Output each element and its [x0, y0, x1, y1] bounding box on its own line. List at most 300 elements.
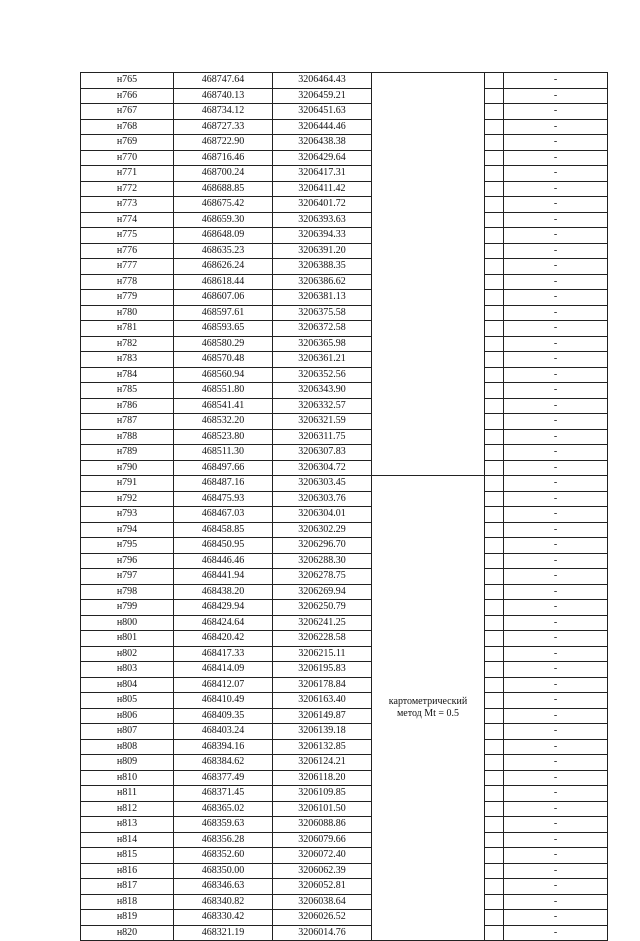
- y-coordinate-cell: 3206332.57: [273, 398, 372, 414]
- gap-cell: [485, 336, 504, 352]
- y-coordinate-cell: 3206303.76: [273, 491, 372, 507]
- point-id-cell: н780: [81, 305, 174, 321]
- point-id-cell: н790: [81, 460, 174, 476]
- y-coordinate-cell: 3206052.81: [273, 879, 372, 895]
- y-coordinate-cell: 3206109.85: [273, 786, 372, 802]
- gap-cell: [485, 631, 504, 647]
- y-coordinate-cell: 3206296.70: [273, 538, 372, 554]
- gap-cell: [485, 305, 504, 321]
- y-coordinate-cell: 3206195.83: [273, 662, 372, 678]
- method-cell-upper: [372, 73, 485, 476]
- gap-cell: [485, 352, 504, 368]
- table-row: [81, 631, 608, 647]
- gap-cell: [485, 925, 504, 941]
- x-coordinate-cell: 468635.23: [174, 243, 273, 259]
- x-coordinate-cell: 468551.80: [174, 383, 273, 399]
- table-row: [81, 677, 608, 693]
- table-row: [81, 290, 608, 306]
- description-cell: -: [504, 507, 608, 523]
- y-coordinate-cell: 3206132.85: [273, 739, 372, 755]
- point-id-cell: н803: [81, 662, 174, 678]
- description-cell: -: [504, 925, 608, 941]
- x-coordinate-cell: 468747.64: [174, 73, 273, 89]
- y-coordinate-cell: 3206386.62: [273, 274, 372, 290]
- gap-cell: [485, 662, 504, 678]
- description-cell: -: [504, 383, 608, 399]
- gap-cell: [485, 600, 504, 616]
- table-row: [81, 879, 608, 895]
- gap-cell: [485, 135, 504, 151]
- gap-cell: [485, 693, 504, 709]
- coordinates-table-body: [81, 73, 608, 941]
- x-coordinate-cell: 468648.09: [174, 228, 273, 244]
- table-row: [81, 863, 608, 879]
- gap-cell: [485, 863, 504, 879]
- gap-cell: [485, 848, 504, 864]
- gap-cell: [485, 197, 504, 213]
- table-row: [81, 708, 608, 724]
- description-cell: -: [504, 863, 608, 879]
- x-coordinate-cell: 468467.03: [174, 507, 273, 523]
- description-cell: -: [504, 538, 608, 554]
- y-coordinate-cell: 3206026.52: [273, 910, 372, 926]
- x-coordinate-cell: 468580.29: [174, 336, 273, 352]
- description-cell: -: [504, 708, 608, 724]
- gap-cell: [485, 879, 504, 895]
- table-row: [81, 197, 608, 213]
- point-id-cell: н791: [81, 476, 174, 492]
- gap-cell: [485, 724, 504, 740]
- gap-cell: [485, 894, 504, 910]
- point-id-cell: н784: [81, 367, 174, 383]
- gap-cell: [485, 507, 504, 523]
- description-cell: -: [504, 321, 608, 337]
- y-coordinate-cell: 3206241.25: [273, 615, 372, 631]
- table-row: [81, 755, 608, 771]
- gap-cell: [485, 445, 504, 461]
- x-coordinate-cell: 468346.63: [174, 879, 273, 895]
- point-id-cell: н804: [81, 677, 174, 693]
- description-cell: -: [504, 197, 608, 213]
- x-coordinate-cell: 468371.45: [174, 786, 273, 802]
- y-coordinate-cell: 3206321.59: [273, 414, 372, 430]
- point-id-cell: н783: [81, 352, 174, 368]
- y-coordinate-cell: 3206365.98: [273, 336, 372, 352]
- table-row: [81, 894, 608, 910]
- y-coordinate-cell: 3206062.39: [273, 863, 372, 879]
- x-coordinate-cell: 468330.42: [174, 910, 273, 926]
- x-coordinate-cell: 468688.85: [174, 181, 273, 197]
- description-cell: -: [504, 879, 608, 895]
- y-coordinate-cell: 3206124.21: [273, 755, 372, 771]
- gap-cell: [485, 104, 504, 120]
- gap-cell: [485, 646, 504, 662]
- description-cell: -: [504, 677, 608, 693]
- y-coordinate-cell: 3206088.86: [273, 817, 372, 833]
- y-coordinate-cell: 3206079.66: [273, 832, 372, 848]
- x-coordinate-cell: 468597.61: [174, 305, 273, 321]
- method-accuracy: метод Mt = 0.5: [396, 708, 460, 719]
- description-cell: -: [504, 584, 608, 600]
- x-coordinate-cell: 468424.64: [174, 615, 273, 631]
- point-id-cell: н777: [81, 259, 174, 275]
- table-row: [81, 460, 608, 476]
- description-cell: -: [504, 755, 608, 771]
- x-coordinate-cell: 468414.09: [174, 662, 273, 678]
- table-row: [81, 243, 608, 259]
- gap-cell: [485, 414, 504, 430]
- gap-cell: [485, 522, 504, 538]
- table-row: [81, 321, 608, 337]
- description-cell: -: [504, 894, 608, 910]
- y-coordinate-cell: 3206451.63: [273, 104, 372, 120]
- y-coordinate-cell: 3206250.79: [273, 600, 372, 616]
- x-coordinate-cell: 468359.63: [174, 817, 273, 833]
- y-coordinate-cell: 3206304.72: [273, 460, 372, 476]
- description-cell: -: [504, 228, 608, 244]
- gap-cell: [485, 491, 504, 507]
- table-row: [81, 569, 608, 585]
- gap-cell: [485, 383, 504, 399]
- gap-cell: [485, 476, 504, 492]
- x-coordinate-cell: 468560.94: [174, 367, 273, 383]
- gap-cell: [485, 584, 504, 600]
- table-row: [81, 104, 608, 120]
- point-id-cell: н785: [81, 383, 174, 399]
- x-coordinate-cell: 468523.80: [174, 429, 273, 445]
- description-cell: -: [504, 662, 608, 678]
- gap-cell: [485, 553, 504, 569]
- description-cell: -: [504, 414, 608, 430]
- x-coordinate-cell: 468593.65: [174, 321, 273, 337]
- gap-cell: [485, 910, 504, 926]
- table-row: [81, 476, 608, 492]
- table-row: [81, 615, 608, 631]
- description-cell: -: [504, 181, 608, 197]
- gap-cell: [485, 290, 504, 306]
- y-coordinate-cell: 3206401.72: [273, 197, 372, 213]
- x-coordinate-cell: 468394.16: [174, 739, 273, 755]
- point-id-cell: н800: [81, 615, 174, 631]
- x-coordinate-cell: 468675.42: [174, 197, 273, 213]
- x-coordinate-cell: 468384.62: [174, 755, 273, 771]
- y-coordinate-cell: 3206303.45: [273, 476, 372, 492]
- description-cell: -: [504, 460, 608, 476]
- gap-cell: [485, 569, 504, 585]
- table-row: [81, 150, 608, 166]
- gap-cell: [485, 739, 504, 755]
- x-coordinate-cell: 468497.66: [174, 460, 273, 476]
- description-cell: -: [504, 569, 608, 585]
- point-id-cell: н775: [81, 228, 174, 244]
- description-cell: -: [504, 429, 608, 445]
- point-id-cell: н788: [81, 429, 174, 445]
- description-cell: -: [504, 553, 608, 569]
- coordinates-table: [80, 72, 608, 941]
- gap-cell: [485, 460, 504, 476]
- table-row: [81, 414, 608, 430]
- table-row: [81, 212, 608, 228]
- point-id-cell: н782: [81, 336, 174, 352]
- x-coordinate-cell: 468727.33: [174, 119, 273, 135]
- description-cell: -: [504, 600, 608, 616]
- point-id-cell: н766: [81, 88, 174, 104]
- y-coordinate-cell: 3206388.35: [273, 259, 372, 275]
- point-id-cell: н806: [81, 708, 174, 724]
- table-row: [81, 910, 608, 926]
- x-coordinate-cell: 468722.90: [174, 135, 273, 151]
- table-row: [81, 538, 608, 554]
- y-coordinate-cell: 3206444.46: [273, 119, 372, 135]
- table-row: [81, 352, 608, 368]
- point-id-cell: н810: [81, 770, 174, 786]
- gap-cell: [485, 398, 504, 414]
- table-row: [81, 398, 608, 414]
- table-row: [81, 832, 608, 848]
- gap-cell: [485, 367, 504, 383]
- description-cell: -: [504, 786, 608, 802]
- point-id-cell: н787: [81, 414, 174, 430]
- description-cell: -: [504, 693, 608, 709]
- point-id-cell: н771: [81, 166, 174, 182]
- x-coordinate-cell: 468532.20: [174, 414, 273, 430]
- table-row: [81, 584, 608, 600]
- point-id-cell: н779: [81, 290, 174, 306]
- x-coordinate-cell: 468475.93: [174, 491, 273, 507]
- gap-cell: [485, 212, 504, 228]
- point-id-cell: н774: [81, 212, 174, 228]
- description-cell: -: [504, 73, 608, 89]
- table-row: [81, 770, 608, 786]
- description-cell: -: [504, 646, 608, 662]
- y-coordinate-cell: 3206393.63: [273, 212, 372, 228]
- x-coordinate-cell: 468321.19: [174, 925, 273, 941]
- table-row: [81, 274, 608, 290]
- x-coordinate-cell: 468541.41: [174, 398, 273, 414]
- gap-cell: [485, 832, 504, 848]
- point-id-cell: н799: [81, 600, 174, 616]
- gap-cell: [485, 73, 504, 89]
- x-coordinate-cell: 468409.35: [174, 708, 273, 724]
- x-coordinate-cell: 468740.13: [174, 88, 273, 104]
- description-cell: -: [504, 724, 608, 740]
- y-coordinate-cell: 3206464.43: [273, 73, 372, 89]
- point-id-cell: н808: [81, 739, 174, 755]
- x-coordinate-cell: 468570.48: [174, 352, 273, 368]
- point-id-cell: н793: [81, 507, 174, 523]
- x-coordinate-cell: 468441.94: [174, 569, 273, 585]
- point-id-cell: н805: [81, 693, 174, 709]
- gap-cell: [485, 228, 504, 244]
- description-cell: -: [504, 166, 608, 182]
- point-id-cell: н772: [81, 181, 174, 197]
- table-row: [81, 786, 608, 802]
- y-coordinate-cell: 3206391.20: [273, 243, 372, 259]
- point-id-cell: н820: [81, 925, 174, 941]
- table-row: [81, 491, 608, 507]
- y-coordinate-cell: 3206417.31: [273, 166, 372, 182]
- point-id-cell: н797: [81, 569, 174, 585]
- gap-cell: [485, 166, 504, 182]
- y-coordinate-cell: 3206149.87: [273, 708, 372, 724]
- x-coordinate-cell: 468618.44: [174, 274, 273, 290]
- gap-cell: [485, 770, 504, 786]
- description-cell: -: [504, 352, 608, 368]
- table-row: [81, 305, 608, 321]
- y-coordinate-cell: 3206394.33: [273, 228, 372, 244]
- point-id-cell: н813: [81, 817, 174, 833]
- x-coordinate-cell: 468340.82: [174, 894, 273, 910]
- x-coordinate-cell: 468626.24: [174, 259, 273, 275]
- gap-cell: [485, 150, 504, 166]
- y-coordinate-cell: 3206269.94: [273, 584, 372, 600]
- y-coordinate-cell: 3206429.64: [273, 150, 372, 166]
- table-row: [81, 228, 608, 244]
- point-id-cell: н819: [81, 910, 174, 926]
- table-row: [81, 336, 608, 352]
- x-coordinate-cell: 468410.49: [174, 693, 273, 709]
- method-cell: [372, 476, 485, 941]
- table-row: [81, 817, 608, 833]
- point-id-cell: н795: [81, 538, 174, 554]
- table-row: [81, 925, 608, 941]
- description-cell: -: [504, 817, 608, 833]
- description-cell: -: [504, 801, 608, 817]
- point-id-cell: н776: [81, 243, 174, 259]
- gap-cell: [485, 817, 504, 833]
- x-coordinate-cell: 468350.00: [174, 863, 273, 879]
- table-row: [81, 119, 608, 135]
- description-cell: -: [504, 274, 608, 290]
- description-cell: -: [504, 832, 608, 848]
- x-coordinate-cell: 468511.30: [174, 445, 273, 461]
- point-id-cell: н796: [81, 553, 174, 569]
- method-name: картометрический: [388, 696, 468, 707]
- gap-cell: [485, 677, 504, 693]
- y-coordinate-cell: 3206139.18: [273, 724, 372, 740]
- point-id-cell: н781: [81, 321, 174, 337]
- point-id-cell: н767: [81, 104, 174, 120]
- point-id-cell: н765: [81, 73, 174, 89]
- y-coordinate-cell: 3206311.75: [273, 429, 372, 445]
- table-row: [81, 801, 608, 817]
- point-id-cell: н807: [81, 724, 174, 740]
- point-id-cell: н773: [81, 197, 174, 213]
- y-coordinate-cell: 3206361.21: [273, 352, 372, 368]
- description-cell: -: [504, 88, 608, 104]
- description-cell: -: [504, 631, 608, 647]
- x-coordinate-cell: 468659.30: [174, 212, 273, 228]
- x-coordinate-cell: 468352.60: [174, 848, 273, 864]
- point-id-cell: н818: [81, 894, 174, 910]
- point-id-cell: н789: [81, 445, 174, 461]
- description-cell: -: [504, 615, 608, 631]
- table-row: [81, 522, 608, 538]
- x-coordinate-cell: 468450.95: [174, 538, 273, 554]
- y-coordinate-cell: 3206302.29: [273, 522, 372, 538]
- point-id-cell: н812: [81, 801, 174, 817]
- x-coordinate-cell: 468412.07: [174, 677, 273, 693]
- gap-cell: [485, 181, 504, 197]
- description-cell: -: [504, 212, 608, 228]
- point-id-cell: н809: [81, 755, 174, 771]
- table-row: [81, 181, 608, 197]
- x-coordinate-cell: 468377.49: [174, 770, 273, 786]
- description-cell: -: [504, 104, 608, 120]
- y-coordinate-cell: 3206038.64: [273, 894, 372, 910]
- x-coordinate-cell: 468429.94: [174, 600, 273, 616]
- y-coordinate-cell: 3206438.38: [273, 135, 372, 151]
- table-row: [81, 739, 608, 755]
- y-coordinate-cell: 3206343.90: [273, 383, 372, 399]
- y-coordinate-cell: 3206411.42: [273, 181, 372, 197]
- x-coordinate-cell: 468446.46: [174, 553, 273, 569]
- gap-cell: [485, 615, 504, 631]
- description-cell: -: [504, 910, 608, 926]
- point-id-cell: н815: [81, 848, 174, 864]
- point-id-cell: н770: [81, 150, 174, 166]
- y-coordinate-cell: 3206278.75: [273, 569, 372, 585]
- table-row: [81, 259, 608, 275]
- y-coordinate-cell: 3206014.76: [273, 925, 372, 941]
- table-row: [81, 445, 608, 461]
- description-cell: -: [504, 770, 608, 786]
- x-coordinate-cell: 468734.12: [174, 104, 273, 120]
- point-id-cell: н814: [81, 832, 174, 848]
- description-cell: -: [504, 848, 608, 864]
- x-coordinate-cell: 468403.24: [174, 724, 273, 740]
- y-coordinate-cell: 3206072.40: [273, 848, 372, 864]
- point-id-cell: н778: [81, 274, 174, 290]
- y-coordinate-cell: 3206178.84: [273, 677, 372, 693]
- y-coordinate-cell: 3206215.11: [273, 646, 372, 662]
- table-row: [81, 429, 608, 445]
- y-coordinate-cell: 3206163.40: [273, 693, 372, 709]
- description-cell: -: [504, 491, 608, 507]
- y-coordinate-cell: 3206375.58: [273, 305, 372, 321]
- description-cell: -: [504, 445, 608, 461]
- description-cell: -: [504, 305, 608, 321]
- y-coordinate-cell: 3206459.21: [273, 88, 372, 104]
- x-coordinate-cell: 468356.28: [174, 832, 273, 848]
- point-id-cell: н811: [81, 786, 174, 802]
- x-coordinate-cell: 468716.46: [174, 150, 273, 166]
- point-id-cell: н769: [81, 135, 174, 151]
- point-id-cell: н802: [81, 646, 174, 662]
- y-coordinate-cell: 3206288.30: [273, 553, 372, 569]
- y-coordinate-cell: 3206228.58: [273, 631, 372, 647]
- description-cell: -: [504, 243, 608, 259]
- gap-cell: [485, 708, 504, 724]
- gap-cell: [485, 243, 504, 259]
- table-row: [81, 848, 608, 864]
- gap-cell: [485, 321, 504, 337]
- y-coordinate-cell: 3206118.20: [273, 770, 372, 786]
- description-cell: -: [504, 522, 608, 538]
- gap-cell: [485, 786, 504, 802]
- point-id-cell: н786: [81, 398, 174, 414]
- description-cell: -: [504, 259, 608, 275]
- point-id-cell: н816: [81, 863, 174, 879]
- gap-cell: [485, 274, 504, 290]
- y-coordinate-cell: 3206381.13: [273, 290, 372, 306]
- point-id-cell: н792: [81, 491, 174, 507]
- description-cell: -: [504, 398, 608, 414]
- table-row: [81, 507, 608, 523]
- x-coordinate-cell: 468420.42: [174, 631, 273, 647]
- description-cell: -: [504, 150, 608, 166]
- table-row: [81, 166, 608, 182]
